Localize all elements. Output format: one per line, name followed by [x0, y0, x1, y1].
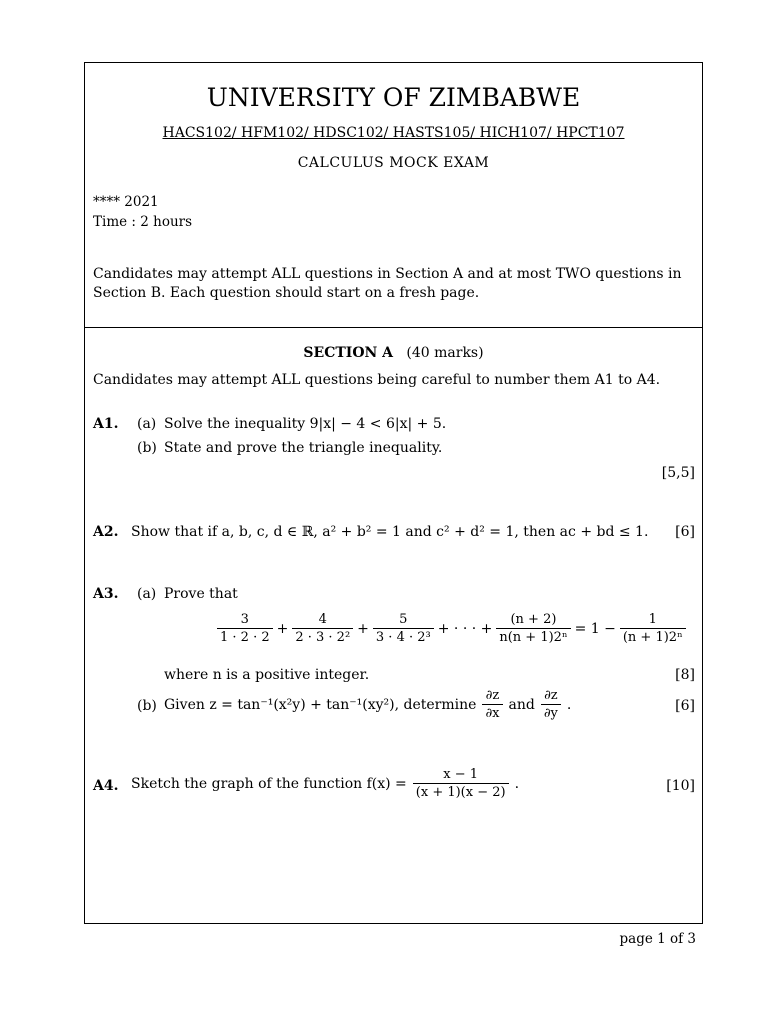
term-3: $\frac{5}{\text{3 · 4 · 2³}}$	[373, 611, 434, 646]
exam-title: CALCULUS MOCK EXAM	[297, 155, 490, 171]
question-a3-number: A3.	[93, 586, 119, 602]
question-a4-text: Sketch the graph of the function f(x) =	[131, 775, 407, 792]
university-name: UNIVERSITY OF ZIMBABWE	[206, 83, 581, 112]
question-a3-a-label: (a)	[137, 586, 157, 602]
question-a4-marks: [10]	[666, 778, 695, 794]
course-codes: HACS102/ HFM102/ HDSC102/ HASTS105/ HICH107/ HPCT107	[162, 125, 625, 141]
question-a2-number: A2.	[93, 524, 119, 540]
question-a1-number: A1.	[93, 416, 119, 432]
partial-z-x: $\frac{\partial z}{\partial x}$	[482, 687, 502, 722]
partial-z-y: $\frac{\partial z}{\partial y}$	[541, 687, 561, 722]
series-equals: = 1 −	[574, 620, 616, 637]
question-a4-number: A4.	[93, 778, 119, 794]
question-a3-a-marks: [8]	[675, 667, 695, 683]
and-text: and	[508, 696, 535, 713]
question-a3-b-label: (b)	[137, 698, 157, 714]
term-n: $\frac{(n + 2)}{\text{n(n + 1)2ⁿ}}$	[496, 611, 570, 646]
exam-year: **** 2021	[93, 194, 159, 210]
section-a-title: SECTION A	[303, 345, 394, 361]
question-a3-b-marks: [6]	[675, 698, 695, 714]
series-result: $\frac{1}{\text{(n + 1)2ⁿ}}$	[620, 611, 686, 646]
question-a2-marks: [6]	[675, 524, 695, 540]
question-a3-a-text: Prove that	[164, 586, 238, 602]
exam-header	[85, 63, 702, 328]
question-a1-b-text: State and prove the triangle inequality.	[164, 440, 443, 456]
exam-time: Time : 2 hours	[93, 214, 193, 230]
function-fraction: $\frac{x - 1}{(x + 1)(x - 2)}$	[413, 766, 509, 801]
exam-sheet	[84, 62, 703, 924]
question-a1-a-label: (a)	[137, 416, 157, 432]
series-dots: + · · · +	[437, 620, 493, 637]
question-a3-where: where n is a positive integer.	[164, 667, 370, 683]
question-a3-b-line: Given z = tan⁻¹(x²y) + tan⁻¹(xy²), determine $\frac{\partial z}{\partial x}$ and $\frac{\partial z}{\partial y}$ .	[164, 688, 572, 721]
section-a-heading	[85, 345, 702, 361]
exam-instructions: Candidates may attempt ALL questions in Section A and at most TWO questions in Section B. Each question should start on a fresh page.	[93, 266, 682, 301]
question-a1-marks: [5,5]	[661, 465, 695, 481]
question-a4-line: Sketch the graph of the function f(x) = $\frac{x - 1}{(x + 1)(x - 2)}$ .	[131, 767, 520, 800]
section-a-marks: (40 marks)	[406, 345, 484, 361]
question-a1-a-text: Solve the inequality 9|x| − 4 < 6|x| + 5.	[164, 416, 447, 432]
term-1: $\frac{3}{1 \cdot 2 \cdot 2}$	[217, 611, 273, 646]
question-a3-b-text: Given z = tan⁻¹(x²y) + tan⁻¹(xy²), determine	[164, 696, 477, 713]
question-a2-text: Show that if a, b, c, d ∈ ℝ, a² + b² = 1 and c² + d² = 1, then ac + bd ≤ 1.	[131, 524, 649, 540]
page-number: page 1 of 3	[619, 931, 696, 947]
question-a1-b-label: (b)	[137, 440, 157, 456]
section-a-intro: Candidates may attempt ALL questions being careful to number them A1 to A4.	[93, 372, 661, 388]
series-formula: $\frac{3}{1 \cdot 2 \cdot 2}$ + $\frac{4}{\text{2 · 3 · 2²}}$ + $\frac{5}{\text{3 · 4 · 2³}}$ + · · · + $\frac{(n + 2)}{\text{n(n + 1)2ⁿ}}$ = 1 − $\frac{1}{\text{(n + 1)2ⁿ}}$	[215, 611, 688, 646]
term-2: $\frac{4}{\text{2 · 3 · 2²}}$	[292, 611, 353, 646]
